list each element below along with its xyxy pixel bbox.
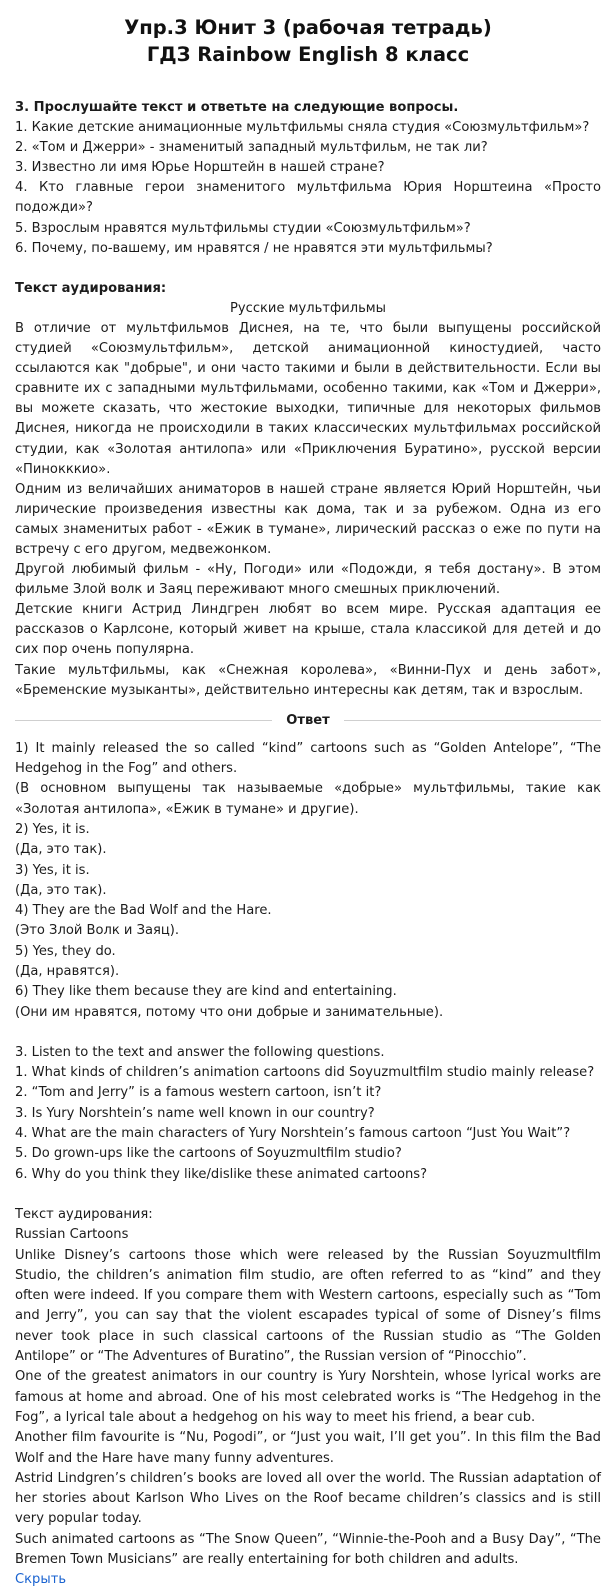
task-ru-question: 6. Почему, по-вашему, им нравятся / не нравятся эти мультфильмы? [15,240,493,256]
listening-ru-paragraph: Одним из величайших аниматоров в нашей стране является Юрий Норштейн, чьи лирические произведения известны как дома, так и за рубежом. Одна из его самых знаменитых работ - «Ежик в тумане», лирический рассказ о еже по пути на встречу с его другом, медвежонком. [15,481,601,557]
task-en-question: 6. Why do you think they like/dislike these animated cartoons? [15,1166,428,1182]
listening-en [15,1205,601,1591]
answer-line: (Они им нравятся, потому что они добрые и занимательные). [15,1004,444,1020]
divider-line-left [15,720,272,721]
page-title [15,0,601,68]
listening-en-paragraph: Unlike Disney’s cartoons those which were released by the Russian Soyuzmultfilm Studio, the children’s animation film studio, are often referred to as “kind” and they often were indeed. If you compare them with Western cartoons, especially such as “Tom and Jerry”, you can say that the violent escapades typical of some of Disney’s films never took place in such classical cartoons of the Russian studio as “The Golden Antilope” or “The Adventures of Buratino”, the Russian version of “Pinocchio”. [15,1247,601,1365]
answer-label: Ответ [286,712,330,728]
task-ru-question: 3. Известно ли имя Юрье Норштейн в нашей стране? [15,160,385,176]
task-en [15,1043,601,1185]
task-ru-question: 2. «Том и Джерри» - знаменитый западный мультфильм, не так ли? [15,140,488,156]
answer-line: 3) Yes, it is. [15,862,90,878]
answer-line: 5) Yes, they do. [15,943,116,959]
listening-en-title: Russian Cartoons [15,1227,129,1243]
answer-line: (Да, нравятся). [15,963,120,979]
title-line-2: ГДЗ Rainbow English 8 класс [146,43,470,66]
answer-block [15,739,601,1023]
task-ru-heading: 3. Прослушайте текст и ответьте на следующие вопросы. [15,100,459,115]
listening-en-paragraph: Such animated cartoons as “The Snow Queen”, “Winnie-the-Pooh and a Busy Day”, “The Bremen Town Musicians” are really entertaining for both children and adults. [15,1531,601,1567]
hide-link[interactable]: Скрыть [15,1572,67,1588]
divider-line-right [344,720,601,721]
listening-ru-paragraph: Детские книги Астрид Линдгрен любят во всем мире. Русская адаптация ее рассказов о Карлсоне, который живет на крыше, стала классикой для детей и до сих пор очень популярна. [15,602,601,658]
answer-line: (Это Злой Волк и Заяц). [15,923,180,939]
answer-line: 4) They are the Bad Wolf and the Hare. [15,903,272,919]
task-ru-question: 5. Взрослым нравятся мультфильмы студии «Союзмультфильм»? [15,220,471,236]
answer-line: (В основном выпущены так называемые «добрые» мультфильмы, такие как «Золотая антилопа», «Ежик в тумане» и другие). [15,781,601,817]
listening-ru-paragraph: Другой любимый фильм - «Ну, Погоди» или «Подожди, я тебя достану». В этом фильме Злой волк и Заяц переживают много смешных приключений. [15,562,601,598]
task-ru-question: 4. Кто главные герои знаменитого мультфильма Юрия Норштеина «Просто подожди»? [15,180,601,216]
listening-ru-title: Русские мультфильмы [229,300,387,316]
answer-divider [15,711,601,731]
task-en-question: 5. Do grown-ups like the cartoons of Soyuzmultfilm studio? [15,1146,402,1162]
listening-en-paragraph: One of the greatest animators in our country is Yury Norshtein, whose lyrical works are famous at home and abroad. One of his most celebrated works is “The Hedgehog in the Fog”, a lyrical tale about a hedgehog on his way to meet his friend, a bear cub. [15,1369,601,1425]
listening-en-heading: Текст аудирования: [15,1206,153,1222]
title-line-1: Упр.3 Юнит 3 (рабочая тетрадь) [124,16,492,39]
answer-line: (Да, это так). [15,882,107,898]
listening-en-paragraph: Another film favourite is “Nu, Pogodi”, or “Just you wait, I’ll get you”. In this film the Bad Wolf and the Hare have many funny adventures. [15,1430,601,1466]
task-en-question: 2. “Tom and Jerry” is a famous western cartoon, isn’t it? [15,1085,382,1101]
answer-line: (Да, это так). [15,842,107,858]
answer-line: 2) Yes, it is. [15,821,90,837]
task-en-question: 4. What are the main characters of Yury Norshtein’s famous cartoon “Just You Wait”? [15,1126,571,1142]
task-en-heading: 3. Listen to the text and answer the following questions. [15,1044,385,1060]
answer-line: 1) It mainly released the so called “kind” cartoons such as “Golden Antelope”, “The Hedgehog in the Fog” and others. [15,740,601,777]
listening-ru-paragraph: В отличие от мультфильмов Диснея, на те, что были выпущены российской студией «Союзмультфильм», детской анимационной киностудией, часто ссылаются как "добрые", и они часто такими и были в действительности. Если вы сравните их с западными мультфильмами, особенно такими, как «Том и Джерри», вы можете сказать, что жестокие выходки, типичные для некоторых фильмов Диснея, никогда не происходили в таких классических мультфильмах российской студии, как «Золотая антилопа» или «Приключения Буратино», русской версии «Пинокккио». [15,320,601,477]
task-en-question: 1. What kinds of children’s animation cartoons did Soyuzmultfilm studio mainly release? [15,1065,595,1081]
task-en-question: 3. Is Yury Norshtein’s name well known in our country? [15,1105,375,1121]
listening-ru [15,279,601,701]
task-ru [15,98,601,259]
listening-ru-heading: Текст аудирования: [15,280,167,296]
task-ru-question: 1. Какие детские анимационные мультфильмы сняла студия «Союзмультфильм»? [15,120,590,136]
listening-en-paragraph: Astrid Lindgren’s children’s books are loved all over the world. The Russian adaptation of her stories about Karlson Who Lives on the Roof became children’s classics and is still very popular today. [15,1470,601,1527]
answer-line: 6) They like them because they are kind and entertaining. [15,984,397,1000]
listening-ru-paragraph: Такие мультфильмы, как «Снежная королева», «Винни-Пух и день забот», «Бременские музыканты», действительно интересны как детям, так и взрослым. [15,662,601,698]
